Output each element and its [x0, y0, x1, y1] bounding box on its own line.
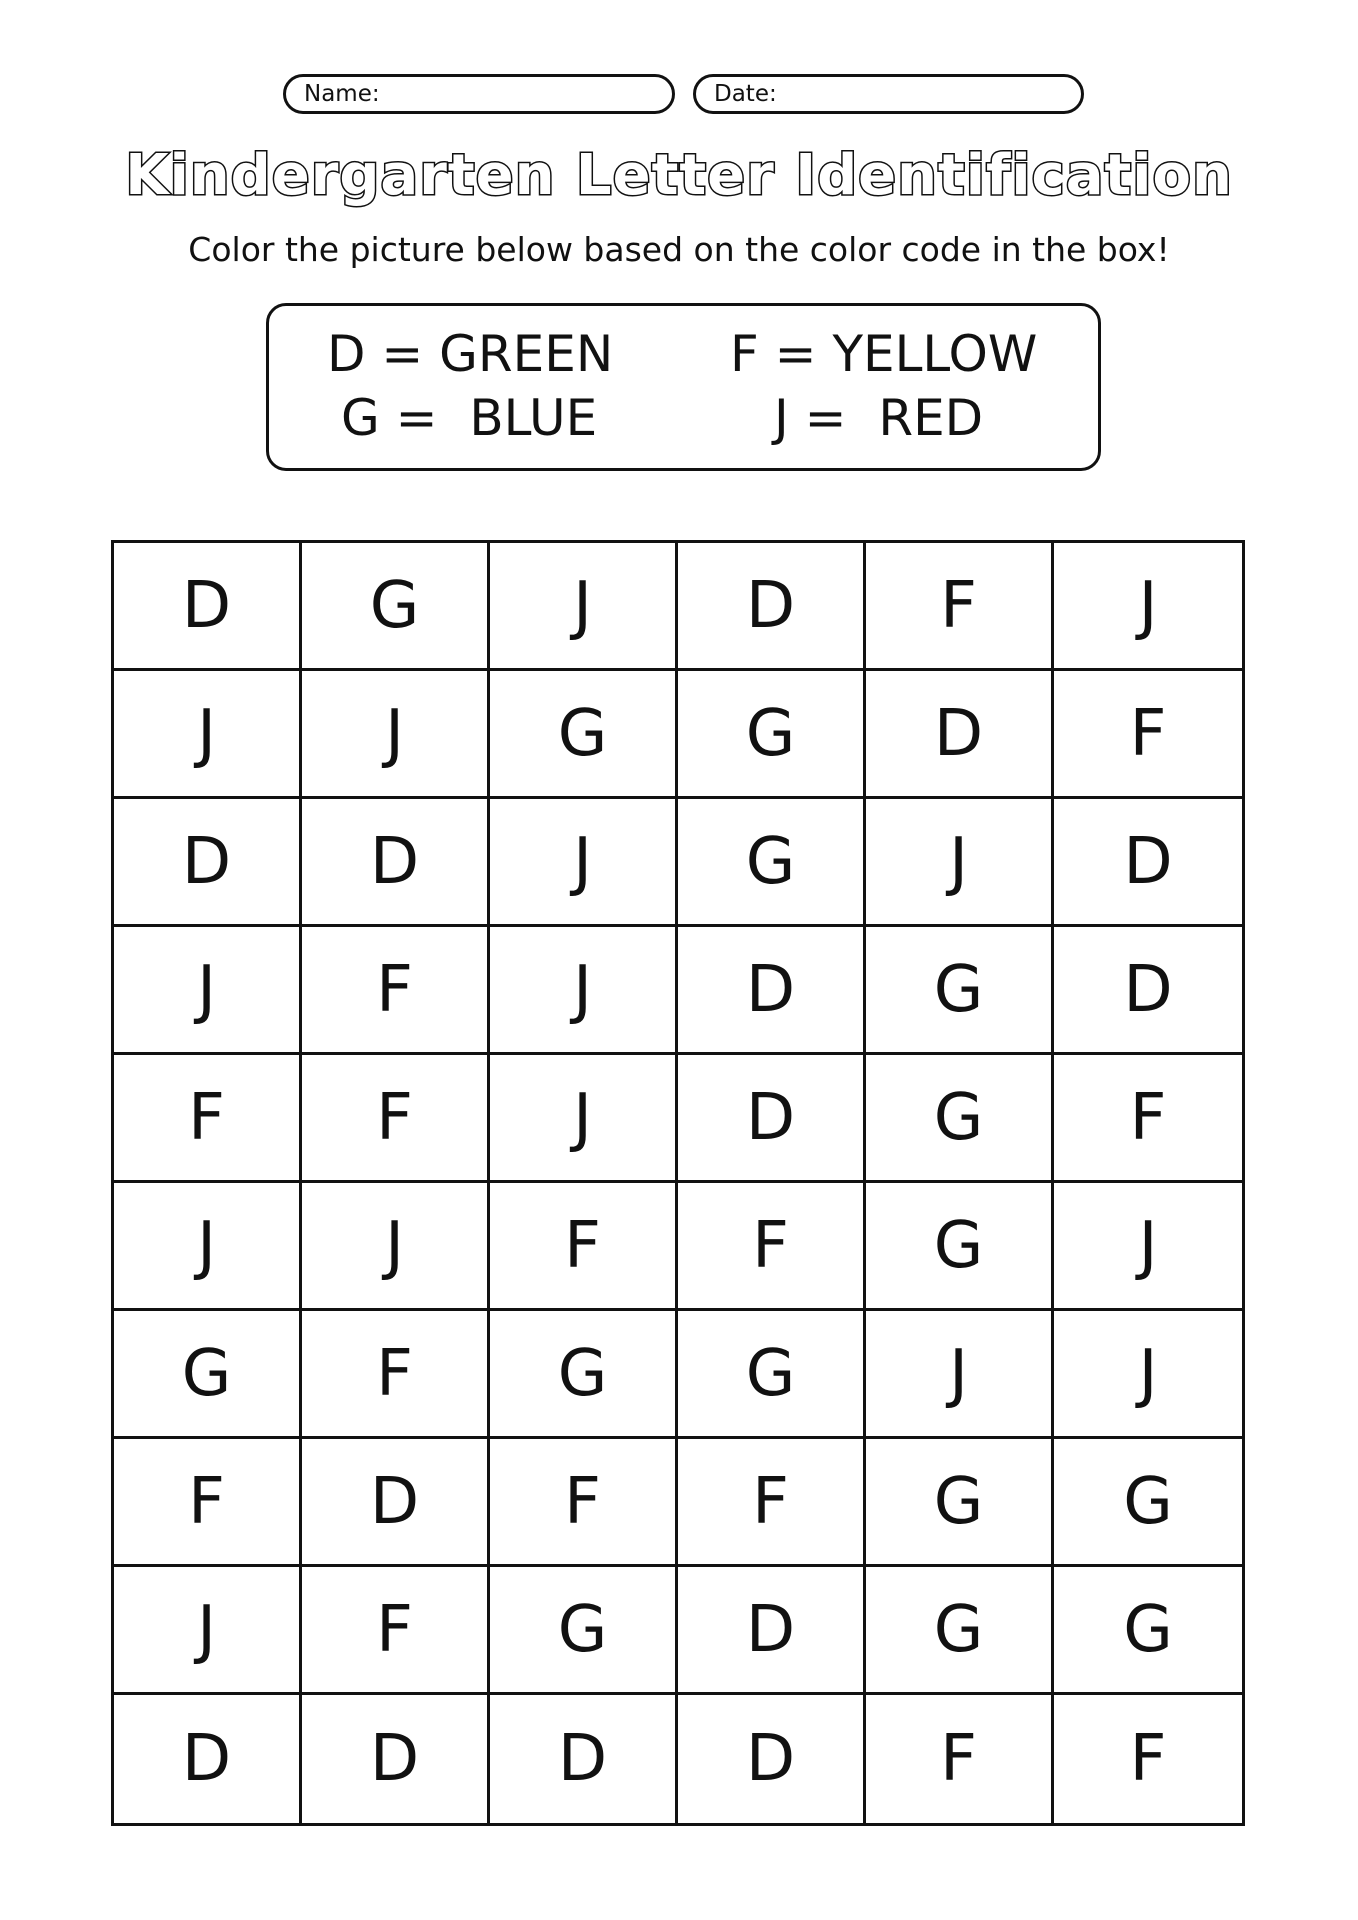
grid-cell[interactable]: G: [490, 1567, 678, 1695]
worksheet-title: Kindergarten Letter Identification: [125, 143, 1233, 208]
grid-cell[interactable]: F: [678, 1439, 866, 1567]
grid-cell[interactable]: D: [678, 1695, 866, 1823]
grid-cell[interactable]: F: [490, 1439, 678, 1567]
color-key-g: G = BLUE: [341, 389, 598, 447]
grid-cell[interactable]: F: [866, 1695, 1054, 1823]
grid-cell[interactable]: J: [866, 799, 1054, 927]
grid-cell[interactable]: G: [678, 671, 866, 799]
instruction-text: Color the picture below based on the color code in the box!: [188, 230, 1170, 269]
grid-cell[interactable]: F: [678, 1183, 866, 1311]
grid-cell[interactable]: J: [490, 1055, 678, 1183]
grid-cell[interactable]: G: [678, 799, 866, 927]
grid-cell[interactable]: F: [302, 1055, 490, 1183]
color-key-d: D = GREEN: [327, 325, 614, 383]
grid-cell[interactable]: F: [1054, 1055, 1242, 1183]
grid-cell[interactable]: D: [678, 543, 866, 671]
grid-cell[interactable]: D: [114, 543, 302, 671]
grid-cell[interactable]: J: [1054, 1311, 1242, 1439]
grid-cell[interactable]: F: [302, 1311, 490, 1439]
grid-cell[interactable]: D: [114, 799, 302, 927]
grid-cell[interactable]: G: [302, 543, 490, 671]
grid-cell[interactable]: D: [678, 1055, 866, 1183]
grid-cell[interactable]: J: [866, 1311, 1054, 1439]
grid-cell[interactable]: J: [1054, 543, 1242, 671]
grid-cell[interactable]: D: [1054, 799, 1242, 927]
date-label: Date:: [714, 81, 777, 107]
grid-cell[interactable]: J: [1054, 1183, 1242, 1311]
name-field[interactable]: [283, 74, 675, 114]
grid-cell[interactable]: G: [866, 1567, 1054, 1695]
grid-cell[interactable]: G: [866, 1183, 1054, 1311]
grid-cell[interactable]: G: [490, 1311, 678, 1439]
grid-cell[interactable]: F: [1129, 1722, 1167, 1796]
grid-cell[interactable]: D: [678, 927, 866, 1055]
grid-cell[interactable]: F: [114, 1439, 302, 1567]
grid-cell[interactable]: J: [490, 799, 678, 927]
grid-cell[interactable]: G: [114, 1311, 302, 1439]
color-key-f: F = YELLOW: [730, 325, 1038, 383]
grid-cell[interactable]: J: [302, 671, 490, 799]
grid-cell[interactable]: D: [114, 1695, 302, 1823]
grid-cell[interactable]: J: [114, 671, 302, 799]
grid-cell[interactable]: D: [302, 1439, 490, 1567]
grid-cell[interactable]: F: [490, 1183, 678, 1311]
grid-cell[interactable]: J: [490, 927, 678, 1055]
grid-cell[interactable]: G: [1054, 1567, 1242, 1695]
grid-cell[interactable]: J: [302, 1183, 490, 1311]
grid-cell[interactable]: D: [490, 1695, 678, 1823]
grid-cell[interactable]: F: [1054, 671, 1242, 799]
grid-cell[interactable]: G: [490, 671, 678, 799]
grid-cell[interactable]: G: [866, 1439, 1054, 1567]
grid-cell[interactable]: D: [678, 1567, 866, 1695]
grid-cell[interactable]: J: [490, 543, 678, 671]
grid-cell[interactable]: F: [302, 1567, 490, 1695]
grid-cell[interactable]: G: [866, 927, 1054, 1055]
color-key-box: [266, 303, 1101, 471]
grid-cell[interactable]: J: [114, 1183, 302, 1311]
grid-cell[interactable]: J: [114, 1567, 302, 1695]
grid-cell[interactable]: G: [678, 1311, 866, 1439]
date-field[interactable]: [693, 74, 1084, 114]
grid-cell[interactable]: F: [114, 1055, 302, 1183]
grid-cell[interactable]: G: [866, 1055, 1054, 1183]
letter-grid: [111, 540, 1245, 1826]
grid-cell[interactable]: F: [866, 543, 1054, 671]
grid-cell[interactable]: D: [302, 1695, 490, 1823]
grid-cell[interactable]: G: [1054, 1439, 1242, 1567]
grid-cell[interactable]: D: [866, 671, 1054, 799]
grid-cell[interactable]: F: [302, 927, 490, 1055]
name-label: Name:: [304, 81, 380, 107]
grid-cell[interactable]: D: [1054, 927, 1242, 1055]
color-key-j: J = RED: [774, 389, 984, 447]
grid-cell[interactable]: D: [302, 799, 490, 927]
grid-cell[interactable]: J: [114, 927, 302, 1055]
